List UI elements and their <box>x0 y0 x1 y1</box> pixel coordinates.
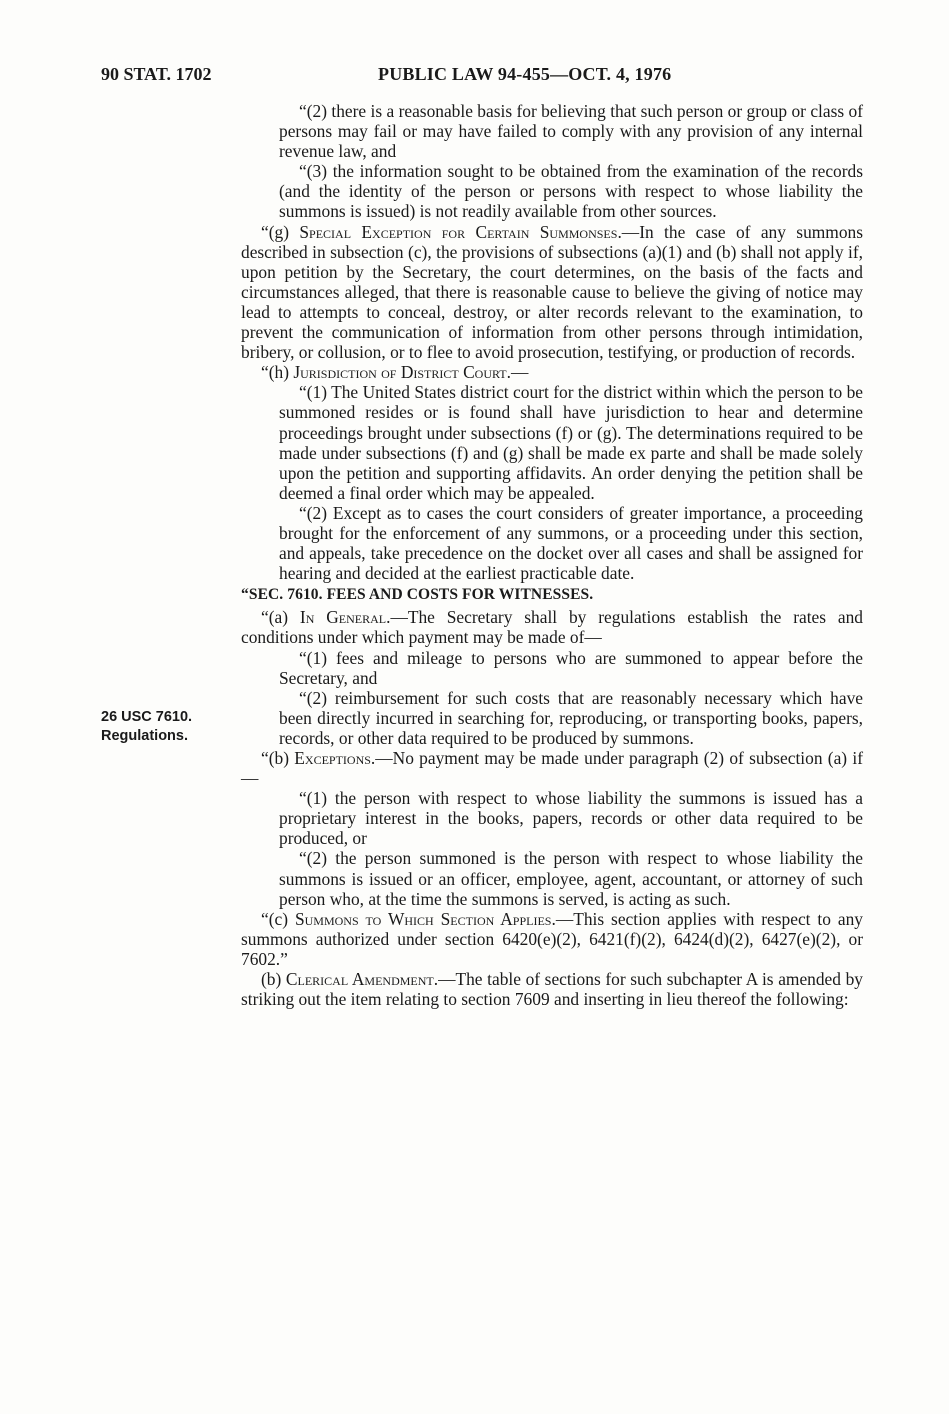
subsection-h-dash: — <box>510 362 529 383</box>
subsection-h <box>241 362 863 382</box>
subsection-b-open: “(b) <box>261 748 289 768</box>
paragraph-b1: “(1) the person with respect to whose liability the summons is issued has a proprietary interest in the books, papers, records or other data required to be produced, or <box>279 788 863 849</box>
clerical-amendment-open: (b) <box>261 969 282 990</box>
subsection-a-text: —The Secretary shall by regulations establish the rates and conditions under which payment may be made of— <box>241 607 863 648</box>
page-header <box>0 60 949 90</box>
subsection-h-open: “(h) <box>261 362 289 383</box>
paragraph-f3: “(3) the information sought to be obtained from the examination of the records (and the identity of the person or persons with respect to whose liability the summons is issued) is not readily available from other sources. <box>279 161 863 222</box>
document-body <box>241 101 863 1009</box>
subsection-c-heading: Summons to Which Section Applies. <box>294 908 556 929</box>
subsection-c <box>241 909 863 969</box>
subsection-g-text: —In the case of any summons described in subsection (c), the provisions of subsections (a)(1) and (b) shall not apply if, upon petition by the Secretary, the court determines, on the basis of the facts and circumstances alleged, that there is reasonable cause to believe the giving of notice may lead to attempts to conceal, destroy, or alter records relevant to the examination, to prevent the communication of information from other persons through intimidation, bribery, or collusion, or to flee to avoid prosecution, testifying, or production of records. <box>241 221 863 363</box>
subsection-g-open: “(g) <box>261 221 289 242</box>
section-heading: “SEC. 7610. FEES AND COSTS FOR WITNESSES. <box>241 586 594 604</box>
subsection-h-heading: Jurisdiction of District Court. <box>293 362 511 383</box>
subsection-c-text: —This section applies with respect to any summons authorized under section 6420(e)(2), 6421(f)(2), 6424(d)(2), 6427(e)(2), or 7602.” <box>241 908 863 969</box>
subsection-a-open: “(a) <box>261 607 289 628</box>
subsection-a-heading: In General. <box>299 607 391 628</box>
clerical-amendment <box>241 969 863 1009</box>
subsection-b-text: —No payment may be made under paragraph (2) of subsection (a) if— <box>241 748 863 789</box>
paragraph-a2: “(2) reimbursement for such costs that are reasonably necessary which have been directly incurred in searching for, reproducing, or transporting books, papers, records, or other data required to be produced by summons. <box>279 687 863 748</box>
subsection-g-heading: Special Exception for Certain Summonses. <box>299 221 622 242</box>
margin-note-regulations: Regulations. <box>101 728 189 744</box>
subsection-a <box>241 607 863 647</box>
margin-note-citation: 26 USC 7610. <box>101 709 193 725</box>
stat-reference: 90 STAT. 1702 <box>101 64 212 84</box>
subsection-c-open: “(c) <box>261 908 289 929</box>
paragraph-h1: “(1) The United States district court for the district within which the person to be summoned resides or is found shall have jurisdiction to hear and determine proceedings brought under subsections (f) or (g). The determinations required to be made under subsections (f) and (g) shall be made ex parte and shall be made solely upon the petition and supporting affidavits. An order denying the petition shall be deemed a final order which may be appealed. <box>279 382 863 503</box>
paragraph-a1: “(1) fees and mileage to persons who are summoned to appear before the Secretary, and <box>279 647 863 688</box>
subsection-b <box>241 748 863 788</box>
paragraph-f2: “(2) there is a reasonable basis for believing that such person or group or class of persons may fail or may have failed to comply with any provision of any internal revenue law, and <box>279 101 863 162</box>
subsection-g <box>241 222 863 363</box>
paragraph-h2: “(2) Except as to cases the court considers of greater importance, a proceeding brought for the enforcement of any summons, or a proceeding under this section, and appeals, take precedence on the docket over all cases and shall be assigned for hearing and decided at the earliest practicable date. <box>279 502 863 584</box>
clerical-amendment-text: —The table of sections for such subchapter A is amended by striking out the item relating to section 7609 and inserting in lieu thereof the following: <box>241 969 863 1010</box>
clerical-amendment-heading: Clerical Amendment. <box>285 969 439 990</box>
paragraph-b2: “(2) the person summoned is the person with respect to whose liability the summons is issued or an officer, employee, agent, accountant, or attorney of such person who, at the time the summons is served, is acting as such. <box>279 848 863 909</box>
subsection-b-heading: Exceptions. <box>294 748 376 768</box>
law-title: PUBLIC LAW 94-455—OCT. 4, 1976 <box>378 64 672 84</box>
